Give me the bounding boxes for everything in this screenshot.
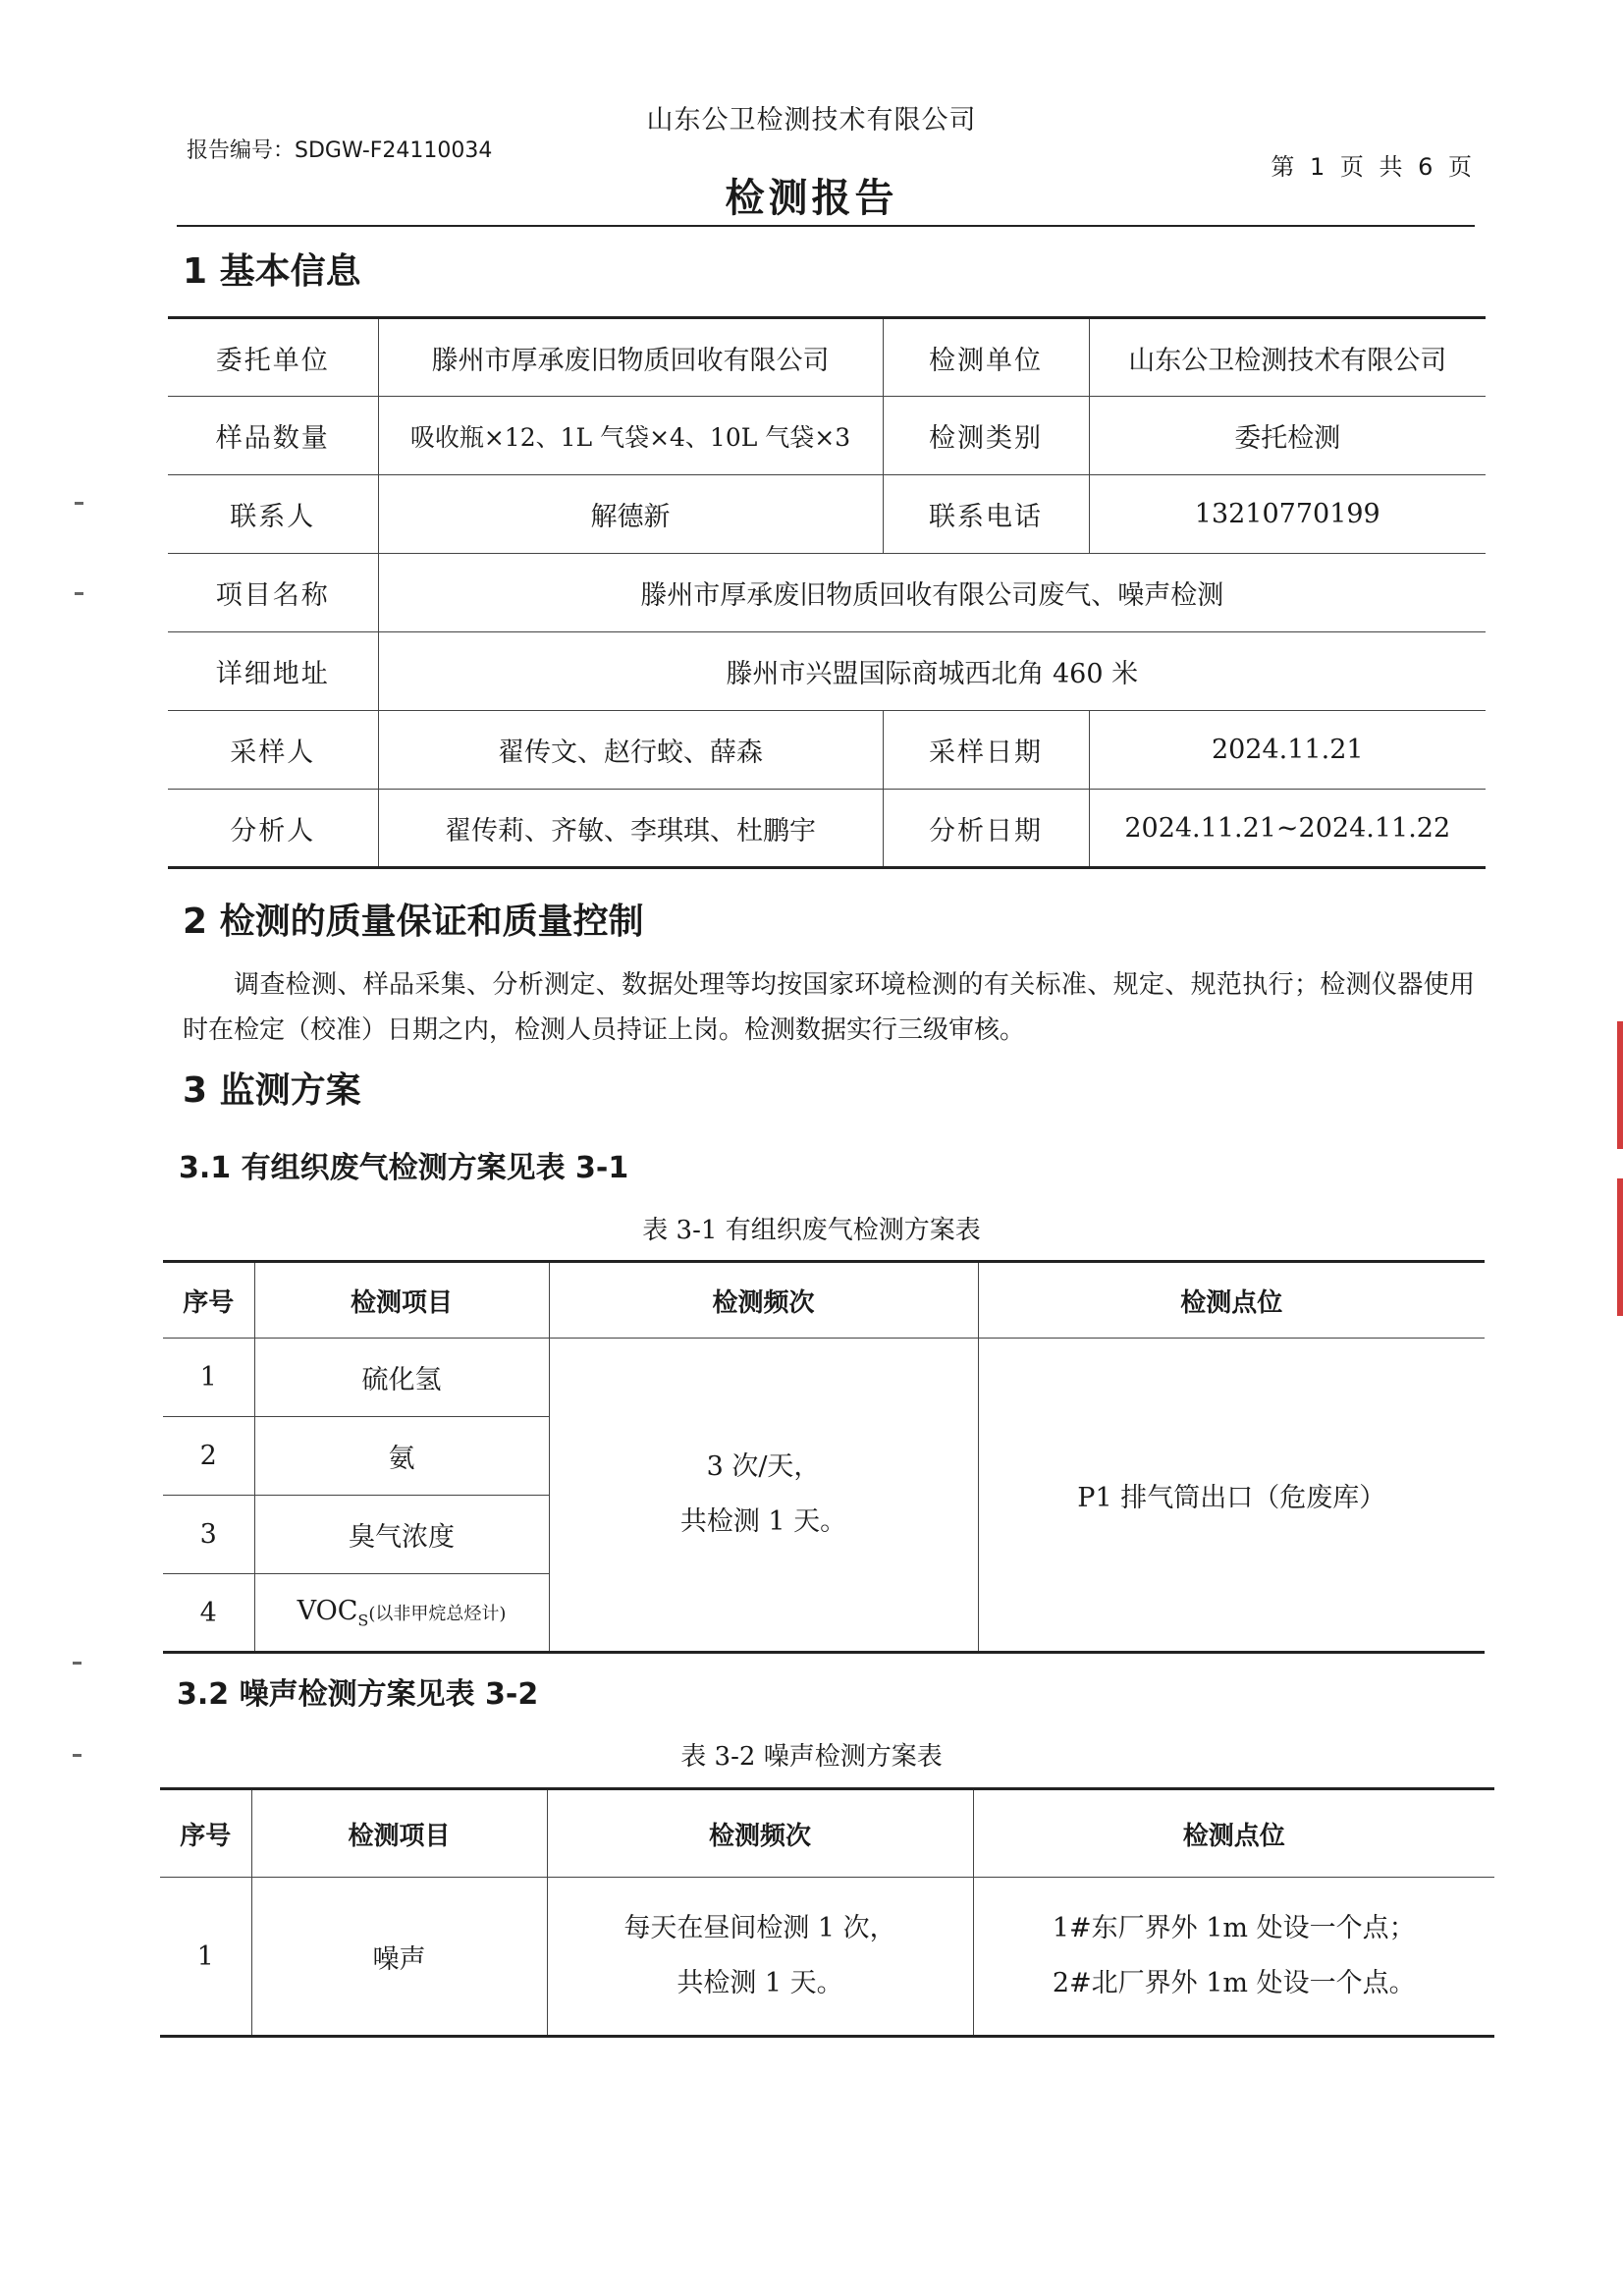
table-header-row [163, 1262, 1485, 1339]
test-item: 臭气浓度 [254, 1496, 549, 1574]
sampler-label: 采样人 [168, 711, 378, 790]
report-title: 检测报告 [725, 176, 898, 221]
table-header-row [160, 1789, 1494, 1878]
table-row [160, 1878, 1494, 2037]
frequency-line: 每天在昼间检测 1 次， [623, 1913, 896, 1943]
seal-edge [1617, 1021, 1623, 1149]
section-2-heading: 2 检测的质量保证和质量控制 [183, 902, 644, 942]
point-line: 1#东厂界外 1m 处设一个点； [1052, 1913, 1416, 1943]
row-number: 3 [163, 1496, 254, 1574]
phone-label: 联系电话 [883, 475, 1089, 554]
basic-info-table [168, 316, 1486, 869]
analysis-date-label: 分析日期 [883, 790, 1089, 868]
address-label: 详细地址 [168, 632, 378, 711]
phone-value: 13210770199 [1089, 475, 1486, 554]
test-item: 氨 [254, 1417, 549, 1496]
sample-qty-value: 吸收瓶×12、1L 气袋×4、10L 气袋×3 [378, 397, 883, 475]
frequency-line: 3 次/天， [706, 1451, 821, 1482]
column-header: 检测频次 [547, 1789, 973, 1878]
column-header: 检测点位 [973, 1789, 1494, 1878]
scan-mark [73, 1754, 81, 1757]
scan-mark [73, 1662, 81, 1665]
quality-paragraph: 调查检测、样品采集、分析测定、数据处理等均按国家环境检测的有关标准、规定、规范执行；检测仪器使用时在检定（校准）日期之内，检测人员持证上岗。检测数据实行三级审核。 [183, 970, 1475, 1045]
section-1-heading: 1 基本信息 [183, 251, 361, 292]
point-line: 2#北厂界外 1m 处设一个点。 [1052, 1968, 1416, 1998]
company-header: 山东公卫检测技术有限公司 [646, 105, 977, 136]
table-row [163, 1339, 1485, 1417]
table-row [168, 632, 1486, 711]
contact-label: 联系人 [168, 475, 378, 554]
frequency-line: 共检测 1 天。 [676, 1968, 843, 1998]
test-item-voc [254, 1574, 549, 1653]
row-number: 2 [163, 1417, 254, 1496]
contact-value: 解德新 [378, 475, 883, 554]
column-header: 序号 [163, 1262, 254, 1339]
test-category-label: 检测类别 [883, 397, 1089, 475]
scan-mark [75, 502, 83, 505]
table-row [168, 397, 1486, 475]
table-3-1 [163, 1260, 1485, 1654]
row-number: 1 [163, 1339, 254, 1417]
table-row [168, 554, 1486, 632]
client-label: 委托单位 [168, 318, 378, 397]
test-category-value: 委托检测 [1089, 397, 1486, 475]
test-frequency [547, 1878, 973, 2037]
subsection-3-2-heading: 3.2 噪声检测方案见表 3-2 [177, 1677, 539, 1712]
page-info: 第 1 页 共 6 页 [1271, 153, 1476, 181]
column-header: 序号 [160, 1789, 251, 1878]
table-3-2-caption: 表 3-2 噪声检测方案表 [680, 1742, 943, 1772]
project-label: 项目名称 [168, 554, 378, 632]
table-row [168, 318, 1486, 397]
table-row [168, 475, 1486, 554]
voc-subscript: S [357, 1611, 369, 1630]
project-value: 滕州市厚承废旧物质回收有限公司废气、噪声检测 [378, 554, 1486, 632]
table-3-1-caption: 表 3-1 有组织废气检测方案表 [642, 1216, 981, 1245]
test-point [973, 1878, 1494, 2037]
row-number: 4 [163, 1574, 254, 1653]
sample-qty-label: 样品数量 [168, 397, 378, 475]
table-row [168, 711, 1486, 790]
seal-edge [1617, 1178, 1623, 1316]
title-divider [177, 225, 1475, 227]
analyst-value: 翟传莉、齐敏、李琪琪、杜鹏宇 [378, 790, 883, 868]
column-header: 检测项目 [254, 1262, 549, 1339]
testing-unit-value: 山东公卫检测技术有限公司 [1089, 318, 1486, 397]
column-header: 检测频次 [549, 1262, 978, 1339]
table-3-2 [160, 1787, 1494, 2038]
scan-mark [75, 592, 83, 595]
column-header: 检测点位 [978, 1262, 1485, 1339]
voc-label: VOC [297, 1595, 358, 1626]
voc-note: (以非甲烷总烃计) [368, 1603, 507, 1624]
address-value: 滕州市兴盟国际商城西北角 460 米 [378, 632, 1486, 711]
column-header: 检测项目 [251, 1789, 547, 1878]
test-point: P1 排气筒出口（危废库） [978, 1339, 1485, 1653]
analyst-label: 分析人 [168, 790, 378, 868]
section-3-heading: 3 监测方案 [183, 1070, 361, 1111]
sample-date-label: 采样日期 [883, 711, 1089, 790]
analysis-date-value: 2024.11.21~2024.11.22 [1089, 790, 1486, 868]
frequency-line: 共检测 1 天。 [679, 1506, 847, 1537]
testing-unit-label: 检测单位 [883, 318, 1089, 397]
report-number: 报告编号：SDGW-F24110034 [187, 138, 493, 163]
sampler-value: 翟传文、赵行蛟、薛森 [378, 711, 883, 790]
client-value: 滕州市厚承废旧物质回收有限公司 [378, 318, 883, 397]
subsection-3-1-heading: 3.1 有组织废气检测方案见表 3-1 [179, 1151, 629, 1185]
test-frequency [549, 1339, 978, 1653]
test-item: 噪声 [251, 1878, 547, 2037]
sample-date-value: 2024.11.21 [1089, 711, 1486, 790]
test-item: 硫化氢 [254, 1339, 549, 1417]
table-row [168, 790, 1486, 868]
row-number: 1 [160, 1878, 251, 2037]
